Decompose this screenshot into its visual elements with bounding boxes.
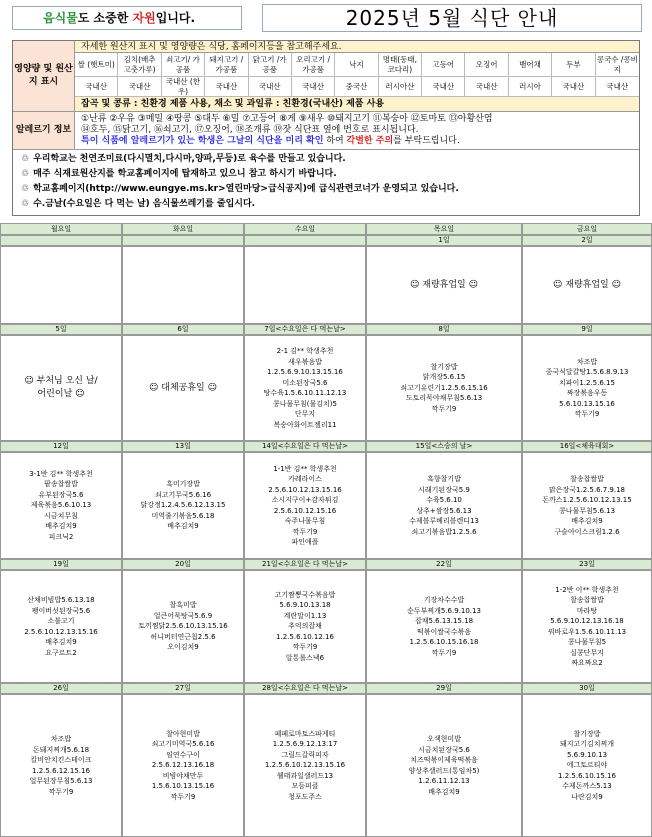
menu-item: 닭강정1.2.4.5.6.12.13.15	[140, 501, 226, 510]
menu-cell	[522, 694, 652, 837]
recycle-icon: ♲	[21, 199, 30, 209]
menu-item: 도토리묵야채무침5.6.13	[405, 394, 483, 403]
menu-item: 짜요짜요2	[571, 659, 603, 667]
menu-item: 복숭아화이트젤리11	[273, 420, 337, 429]
menu-cell	[522, 246, 652, 324]
allergy-body	[75, 112, 639, 149]
origin-row	[13, 41, 639, 112]
menu-item: 탕수육1.5.6.10.11.12.13	[263, 389, 347, 397]
recycle-icon: ♲	[21, 154, 30, 164]
origin-item: 오리고기 /가공품	[292, 53, 335, 77]
date-label: 16일<체육대회>	[522, 441, 652, 452]
menu-cell	[0, 335, 122, 441]
menu-item: 깍두기9	[292, 527, 318, 536]
origin-value: 국내산	[249, 77, 292, 97]
menu-item: 팽이버섯된장국5.6	[31, 606, 91, 615]
menu-item: 돼지고기김치찌개	[559, 740, 615, 749]
menu-item: 수제블루베리블렌디13	[409, 517, 479, 525]
menu-cell	[244, 335, 366, 441]
menu-cell	[366, 452, 522, 559]
menu-item: 1-1반 김** 학생추천	[273, 464, 337, 473]
menu-item: 마라탕	[576, 606, 598, 615]
date-label: 2일	[522, 235, 652, 246]
menu-item: 3-1반 김** 학생추천	[29, 469, 93, 478]
menu-item: 1.2.5.6.10.15.16	[558, 771, 616, 780]
menu-item: 콩나물무침5.6.13	[558, 506, 616, 515]
info-panel	[12, 40, 640, 216]
menu-item: 계란말이1.13	[283, 611, 327, 620]
menu-cell	[122, 452, 244, 559]
date-label: 15일<스승의 날>	[366, 441, 522, 452]
menu-item: 기장차수수밥	[423, 596, 465, 604]
menu-cell	[122, 694, 244, 837]
menu-item: 산채비빔밥5.6.13.18	[27, 596, 95, 604]
recycle-icon: ♲	[21, 169, 30, 179]
menu-item: 피크닉2	[48, 532, 74, 541]
date-label: 9일	[522, 324, 652, 335]
date-label: 12일	[0, 441, 122, 452]
origin-value: 국내산	[118, 77, 161, 97]
menu-item: 찰흑미밥	[169, 601, 197, 610]
menu-item: ☺ 부처님 오신 날/	[24, 376, 98, 386]
allergy-label: 알레르기 정보	[13, 112, 75, 149]
menu-cell	[366, 570, 522, 683]
allergy-warning	[81, 136, 633, 147]
menu-item: 1.2.6.11.12.13	[418, 777, 470, 785]
allergy-line-1: ①난류 ②우유 ③메밀 ④땅콩 ⑤대두 ⑥밀 ⑦고등어 ⑧게 ⑨새우 ⑩돼지고기 ⑪복숭아 ⑫토마토 ⑬아황산염	[81, 114, 493, 124]
menu-item: 중국식달걀탕1.5.6.8.9.13	[545, 368, 629, 376]
menu-item: 구슬아이스크림1.2.6	[554, 527, 620, 536]
slogan-mid: 도 소중한	[77, 11, 133, 25]
warn-d: 를 부탁드립니다.	[393, 136, 460, 146]
menu-item: 콩나물무침5	[567, 638, 607, 646]
menu-item: 돈까스1.2.5.6.10.12.13.15	[542, 496, 632, 504]
menu-item: 배추김치9	[428, 787, 460, 796]
origin-value: 국내산	[465, 77, 508, 97]
menu-item: 1.2.5.6.9.12.13.17	[272, 740, 338, 749]
menu-item: 맑은장국1.2.5.6.7.9.18	[548, 485, 626, 494]
origin-item: 낙지	[335, 53, 378, 77]
slogan-green: 음식물	[43, 11, 78, 25]
menu-item: 배추김치9	[45, 638, 77, 646]
menu-item: 얼무된장무침5.6.13	[29, 777, 93, 785]
menu-item: 쇠고기미역국5.6.16	[151, 740, 215, 749]
menu-item: 찰아현미밥	[166, 729, 200, 738]
recycle-icon: ♲	[21, 184, 30, 194]
menu-item: 알통롤스낵6	[285, 653, 325, 662]
menu-cell	[244, 452, 366, 559]
menu-cell	[0, 570, 122, 683]
menu-item: 차조밥	[576, 357, 598, 366]
origin-value: 국내산	[552, 77, 595, 97]
date-label: 8일	[366, 324, 522, 335]
menu-item: 오이김치9	[167, 643, 199, 652]
slogan-red: 자원	[132, 11, 156, 25]
origin-value: 국내산	[422, 77, 465, 97]
menu-item: 허니버터연근칩2.5.6	[150, 632, 216, 641]
menu-item: 팥송찹쌀밥	[44, 480, 78, 489]
menu-item: 5.6.9.10.12.13.16.18	[550, 617, 624, 625]
menu-item: 시금치무침	[44, 511, 78, 520]
menu-item: 카레라이스	[288, 475, 322, 483]
menu-item: 짜장볶음우동	[566, 389, 608, 397]
allergy-row	[13, 112, 639, 150]
menu-cell	[0, 694, 122, 837]
menu-item: 2-1 김** 학생추천	[276, 347, 334, 355]
menu-cell	[122, 246, 244, 324]
menu-item: 1.2.5.6.10.12.13.15.16	[264, 761, 346, 770]
origin-notice: 자세한 원산지 표시 및 영양량은 식당, 홈페이지등을 참고해주세요.	[75, 41, 639, 53]
menu-cell	[244, 570, 366, 683]
menu-item: 페페로마토스파게티	[274, 729, 336, 738]
menu-item: 시금치된장국5.6	[418, 745, 470, 754]
date-label: 7일<수요일은 다 먹는날>	[244, 324, 366, 335]
menu-item: 수제돈까스5.13	[562, 782, 612, 791]
menu-item: 소불고기	[47, 617, 75, 625]
menu-item: 치즈떡볶이제육떡볶음	[410, 756, 478, 764]
menu-item: 유부된장국5.6	[38, 490, 84, 499]
slogan-end: 입니다.	[155, 11, 196, 25]
allergy-line-2: ⑭호두, ⑮닭고기, ⑯쇠고기, ⑰오징어, ⑱조개류 ⑲잣 식단표 옆에 번호로 표시됩니다.	[81, 125, 419, 135]
menu-item: 모듬피클	[291, 782, 319, 791]
weekday-header: 금요일	[522, 223, 652, 235]
menu-item: 닭개장5.6.15	[422, 373, 466, 382]
page-title: 2025년 5월 식단 안내	[262, 4, 642, 32]
menu-item: 고기짬뽕국수볶음밥	[274, 590, 336, 599]
date-label: 26일	[0, 683, 122, 694]
weekday-header: 목요일	[366, 223, 522, 235]
menu-item: 순두부찌개5.6.9.10.13	[407, 606, 481, 615]
menu-item: 깍두기9	[292, 643, 318, 652]
origin-item: 뱀어채	[509, 53, 552, 77]
menu-item: 2.5.6.10.12.15.16	[273, 506, 337, 515]
date-label: 30일	[522, 683, 652, 694]
menu-item: 미소된장국5.6	[282, 378, 328, 387]
origin-item: 두부	[552, 53, 595, 77]
menu-item: 찰기장밥	[573, 729, 601, 738]
menu-cell	[366, 246, 522, 324]
note-item: ♲ 매주 식재료원산지를 학교홈페이지에 탑재하고 있으니 참고 하시기 바랍니다.	[21, 169, 337, 179]
menu-item: 깍두기9	[574, 410, 600, 418]
origin-body	[75, 41, 639, 111]
menu-item: 5.6.9.10.13.18	[279, 601, 331, 610]
menu-cell	[366, 694, 522, 837]
menu-item: 토끼찜닭2.5.6.10.13.15.16	[138, 622, 228, 631]
menu-item: 파인애플	[291, 538, 319, 546]
menu-item: 돈돼지찌개5.6.18	[32, 745, 90, 754]
menu-item: 잡채5.6.13.15.18	[414, 617, 474, 625]
menu-item: 단무지	[294, 410, 316, 418]
menu-item: 깍두기9	[431, 404, 457, 413]
menu-item: 꿔바로우1.5.6.10.11.13	[547, 627, 627, 636]
menu-item: 찰송찹쌀밥	[570, 475, 604, 483]
menu-cell	[0, 246, 122, 324]
date-label	[122, 235, 244, 246]
menu-item: 수육5.6.10	[426, 496, 462, 504]
menu-item: 청포도주스	[288, 792, 322, 801]
date-label: 21일<수요일은 다 먹는날>	[244, 559, 366, 570]
menu-item: 깍두기9	[48, 787, 74, 796]
menu-cell	[522, 335, 652, 441]
origin-item: 김치(배추 고춧가루)	[118, 53, 161, 77]
menu-item: 찰송찹쌀밥	[570, 596, 604, 604]
warn-b: 하여	[326, 136, 347, 146]
date-label: 5일	[0, 324, 122, 335]
origin-item: 명태(동태, 코다리)	[379, 53, 422, 77]
menu-item: 그릴드갈릭피자	[281, 750, 329, 759]
menu-item: 어린이날 ☺	[37, 389, 85, 399]
weekday-header: 화요일	[122, 223, 244, 235]
menu-item: 깍두기9	[170, 792, 196, 801]
menu-calendar	[0, 223, 652, 837]
menu-cell	[0, 452, 122, 559]
slogan	[12, 6, 242, 30]
menu-cell	[244, 246, 366, 324]
menu-item: 얼큰어묵탕국5.6.9	[153, 611, 213, 620]
weekday-header: 수요일	[244, 223, 366, 235]
menu-item: 배추김치9	[167, 522, 199, 531]
menu-item: 치파이1.2.5.6.15	[559, 378, 615, 387]
origin-value: 러시아산	[379, 77, 422, 97]
origin-item: 쇠고기/ 가공품	[162, 53, 205, 77]
menu-cell	[522, 570, 652, 683]
menu-item: 1-2반 이** 학생추천	[555, 585, 619, 594]
menu-item: 1.2.5.6.12.15.16	[32, 766, 90, 775]
date-label: 13일	[122, 441, 244, 452]
menu-item: 칼비안치킨스테이크	[30, 756, 92, 764]
processed-note: 잡곡 및 콩류 : 친환경 제품 사용, 채소 및 과일류 : 친환경(국내산) 제품 사용	[75, 97, 639, 111]
origin-value: 중국산	[335, 77, 378, 97]
menu-cell	[122, 335, 244, 441]
menu-item: 흑향찰기밥	[427, 475, 461, 483]
menu-item: 5.6.10.13.15.16	[559, 399, 615, 408]
menu-cell	[522, 452, 652, 559]
menu-item: 양상추샐러드(통임차5)	[408, 766, 480, 775]
menu-item: 1.2.5.6.10.12.16	[276, 632, 334, 641]
menu-item: 숙주나물무침	[284, 517, 326, 525]
origin-item: 쌀 (햇트미)	[75, 53, 118, 77]
origin-value: 국내산	[205, 77, 248, 97]
origin-item: 콩국수 /콩비지	[596, 53, 639, 77]
menu-item: ☺ 재량휴업일 ☺	[553, 279, 621, 290]
menu-item: 1.2.5.6.9.10.13.15.16	[267, 368, 343, 376]
menu-item: 비빔야채만두	[162, 771, 204, 780]
menu-item: 깍두기9	[431, 648, 457, 657]
menu-item: 실콩단무지	[570, 648, 604, 657]
menu-item: 쇠고기유린기1.2.5.6.15.16	[400, 383, 488, 392]
menu-item: 임연수구이	[166, 750, 200, 759]
date-label: 22일	[366, 559, 522, 570]
menu-item: 차조밥	[50, 735, 72, 743]
menu-item: 상추+쌈장5.6.13	[416, 506, 472, 515]
menu-item: 소시지구이+감자튀김	[271, 496, 339, 504]
menu-item: ☺ 대체공휴일 ☺	[149, 382, 217, 393]
origin-item: 고등어	[422, 53, 465, 77]
menu-item: 콩나물무침(물김치)5	[272, 399, 337, 408]
origin-label: 영양량 및 원산지 표시	[13, 41, 75, 111]
menu-item: 2.5.6.12.13.16.18	[151, 761, 215, 770]
origin-value: 국내산	[292, 77, 335, 97]
date-label	[244, 235, 366, 246]
menu-item: 1.5.6.10.13.15.16	[151, 782, 215, 791]
date-label: 27일	[122, 683, 244, 694]
date-label: 1일	[366, 235, 522, 246]
menu-item: 떡볶이쌀국수볶음	[416, 627, 472, 636]
warn-a: 특이 식품에 알레르기가 있는 학생은 그날의 식단을 미리 확인	[81, 136, 324, 146]
menu-cell	[122, 570, 244, 683]
menu-item: 배추김치9	[571, 517, 603, 525]
menu-item: 찰기장밥	[430, 362, 458, 371]
menu-item: 흑미기장밥	[166, 480, 200, 489]
header	[0, 0, 652, 36]
date-label: 23일	[522, 559, 652, 570]
date-label: 28일<수요일은 다 먹는날>	[244, 683, 366, 694]
menu-item: 나란김치9	[571, 792, 603, 801]
menu-item: 새우볶음밥	[288, 357, 322, 366]
menu-item: 웰태과일샐러드13	[276, 771, 334, 780]
menu-item: 쇠고기무국5.6.16	[154, 490, 212, 499]
notes	[13, 150, 639, 215]
menu-item: 오색현미밥	[427, 735, 461, 743]
warn-c: 각별한 주의	[346, 136, 394, 146]
origin-grid	[75, 53, 639, 97]
menu-item: 5.6.9.10.13	[566, 750, 608, 759]
menu-item: 제육볶음5.6.10.13	[30, 501, 92, 510]
date-label: 20일	[122, 559, 244, 570]
menu-item: 쇠고기볶음밥1.2.5.6	[411, 527, 477, 536]
note-item: ♲ 우리학교는 천연조미료(다시멸치,다시마,양파,무등)로 육수를 만들고 있습니다.	[21, 154, 346, 164]
menu-item: 에그토르티야	[566, 761, 608, 770]
origin-value: 러시아	[509, 77, 552, 97]
origin-value: 국내산	[75, 77, 118, 97]
note-item: ♲ 수.금날(수요일은 다 먹는 날) 음식물쓰레기를 줄입시다.	[21, 199, 256, 209]
menu-cell	[366, 335, 522, 441]
menu-item: 시래기된장국5.9	[418, 485, 470, 494]
menu-item: 2.5.6.10.12.13.15.16	[268, 485, 342, 494]
origin-item: 닭고기 /가공품	[249, 53, 292, 77]
menu-cell	[244, 694, 366, 837]
note-item: ♲ 학교홈페이지(http://www.eungye.ms.kr>열린마당>급식공지)에 급식관련코너가 운영되고 있습니다.	[21, 184, 459, 194]
weekday-header: 월요일	[0, 223, 122, 235]
menu-item: ☺ 재량휴업일 ☺	[410, 279, 478, 290]
menu-item: 2.5.6.10.12.13.15.16	[24, 627, 98, 636]
menu-item: 1.2.5.6.10.15.16.18	[409, 638, 479, 646]
origin-value: 국내산 (한우)	[162, 77, 205, 97]
date-label: 6일	[122, 324, 244, 335]
origin-item: 오징어	[465, 53, 508, 77]
date-label	[0, 235, 122, 246]
date-label: 14일<수요일은 다 먹는날>	[244, 441, 366, 452]
origin-item: 돼지고기 /가공품	[205, 53, 248, 77]
date-label: 29일	[366, 683, 522, 694]
menu-item: 요구르트2	[45, 648, 77, 657]
origin-value: 국내산	[596, 77, 639, 97]
menu-item: 추억의잡채	[288, 622, 322, 631]
menu-item: 배추김치9	[45, 522, 77, 531]
menu-item: 미역줄기볶음5.6.18	[151, 511, 215, 520]
date-label: 19일	[0, 559, 122, 570]
